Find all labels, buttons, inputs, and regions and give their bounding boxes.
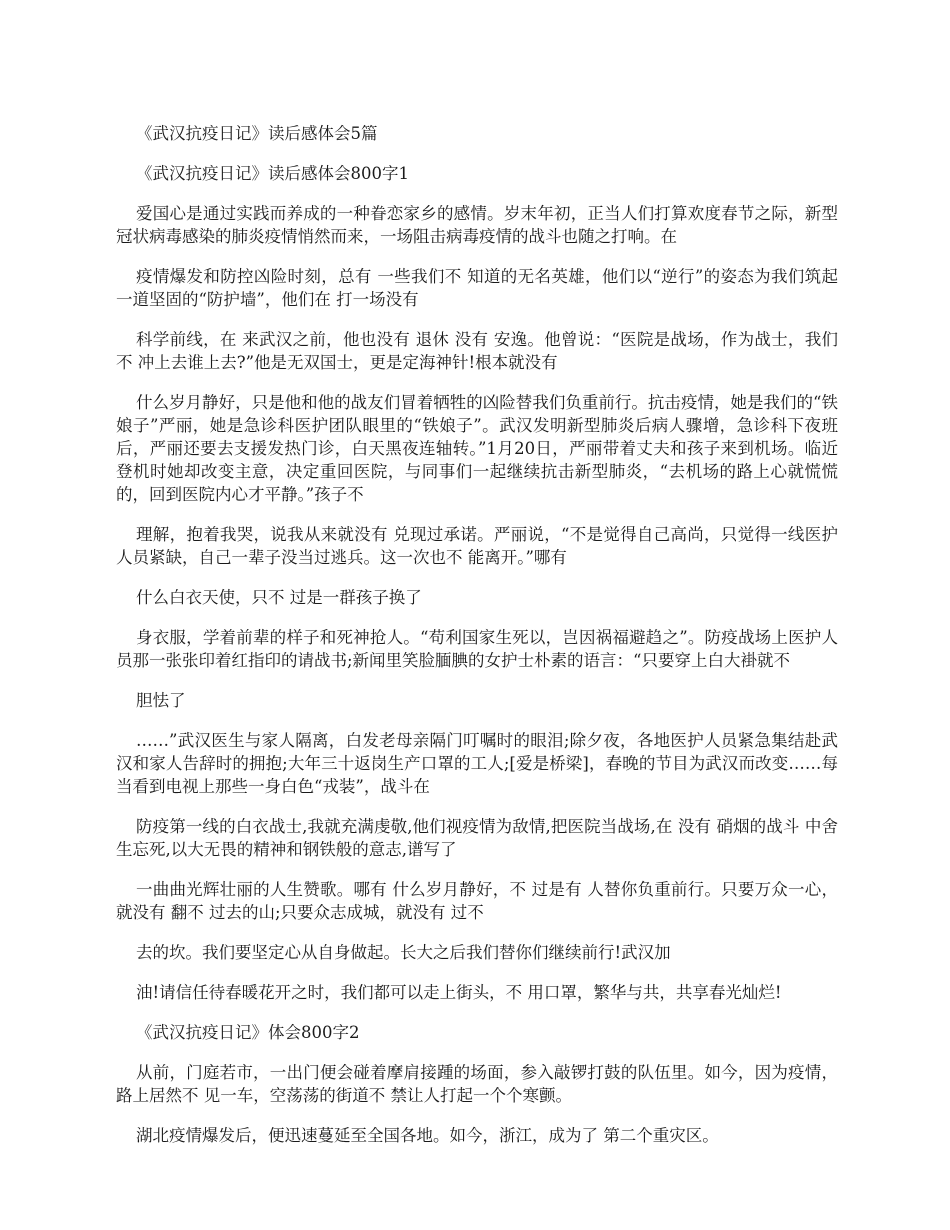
paragraph: 去的坎。我们要坚定心从自身做起。长大之后我们替你们继续前行!武汉加 — [136, 943, 671, 962]
paragraph: 油!请信任待春暖花开之时，我们都可以走上街头，不 用口罩，繁华与共，共享春光灿烂! — [136, 983, 782, 1002]
paragraph-section-heading-2: 《武汉抗疫日记》体会800字2 — [136, 1023, 360, 1042]
paragraph: 疫情爆发和防控凶险时刻，总有 一些我们不 知道的无名英雄，他们以“逆行”的姿态为我们筑起一道坚固的“防护墙”，他们在 打一场没有 — [116, 267, 838, 309]
document-title: 《武汉抗疫日记》读后感体会5篇 — [136, 124, 378, 143]
paragraph: 理解，抱着我哭，说我从来就没有 兑现过承诺。严丽说，“不是觉得自己高尚，只觉得一线医护人员紧缺，自己一辈子没当过逃兵。这一次也不 能离开。”哪有 — [116, 525, 838, 567]
paragraph: 湖北疫情爆发后，便迅速蔓延至全国各地。如今，浙江，成为了 第二个重灾区。 — [136, 1126, 719, 1145]
paragraph: 爱国心是通过实践而养成的一种眷恋家乡的感情。岁末年初，正当人们打算欢度春节之际，新型冠状病毒感染的肺炎疫情悄然而来，一场阻击病毒疫情的战斗也随之打响。在 — [116, 204, 838, 246]
paragraph: 一曲曲光辉壮丽的人生赞歌。哪有 什么岁月静好，不 过是有 人替你负重前行。只要万众一心，就没有 翻不 过去的山;只要众志成城，就没有 过不 — [116, 880, 838, 922]
paragraph: 什么白衣天使，只不 过是一群孩子换了 — [136, 588, 422, 607]
paragraph-section-heading-1: 《武汉抗疫日记》读后感体会800字1 — [136, 164, 409, 183]
paragraph: 防疫第一线的白衣战士,我就充满虔敬,他们视疫情为敌情,把医院当战场,在 没有 硝烟的战斗 中舍生忘死,以大无畏的精神和钢铁般的意志,谱写了 — [116, 817, 838, 859]
paragraph: ……”武汉医生与家人隔离，白发老母亲隔门叮嘱时的眼泪;除夕夜，各地医护人员紧急集结赴武汉和家人告辞时的拥抱;大年三十返岗生产口罩的工人;[爱是桥梁]，春晚的节目为武汉而改变……每当看到电视上那些一身白色“戎装”，战斗在 — [116, 731, 838, 796]
document-body — [116, 122, 838, 1164]
paragraph: 胆怯了 — [136, 691, 186, 710]
paragraph: 科学前线，在 来武汉之前，他也没有 退休 没有 安逸。他曾说：“医院是战场，作为战士，我们不 冲上去谁上去?”他是无双国士，更是定海神针!根本就没有 — [116, 330, 838, 372]
paragraph: 什么岁月静好，只是他和他的战友们冒着牺牲的凶险替我们负重前行。抗击疫情，她是我们的“铁娘子”严丽，她是急诊科医护团队眼里的“铁娘子”。武汉发明新型肺炎后病人骤增，急诊科下夜班后，严丽还要去支援发热门诊，白天黑夜连轴转。”1月20日，严丽带着丈夫和孩子来到机场。临近登机时她却改变主意，决定重回医院，与同事们一起继续抗击新型肺炎，“去机场的路上心就慌慌的，回到医院内心才平静。”孩子不 — [116, 393, 838, 504]
paragraph: 身衣服，学着前辈的样子和死神抢人。“苟利国家生死以，岂因祸福避趋之”。防疫战场上医护人员那一张张印着红指印的请战书;新闻里笑脸腼腆的女护士朴素的语言：“只要穿上白大褂就不 — [116, 628, 838, 670]
paragraph: 从前，门庭若市，一出门便会碰着摩肩接踵的场面，参入敲锣打鼓的队伍里。如今，因为疫情，路上居然不 见一车，空荡荡的街道不 禁让人打起一个个寒颤。 — [116, 1063, 838, 1105]
